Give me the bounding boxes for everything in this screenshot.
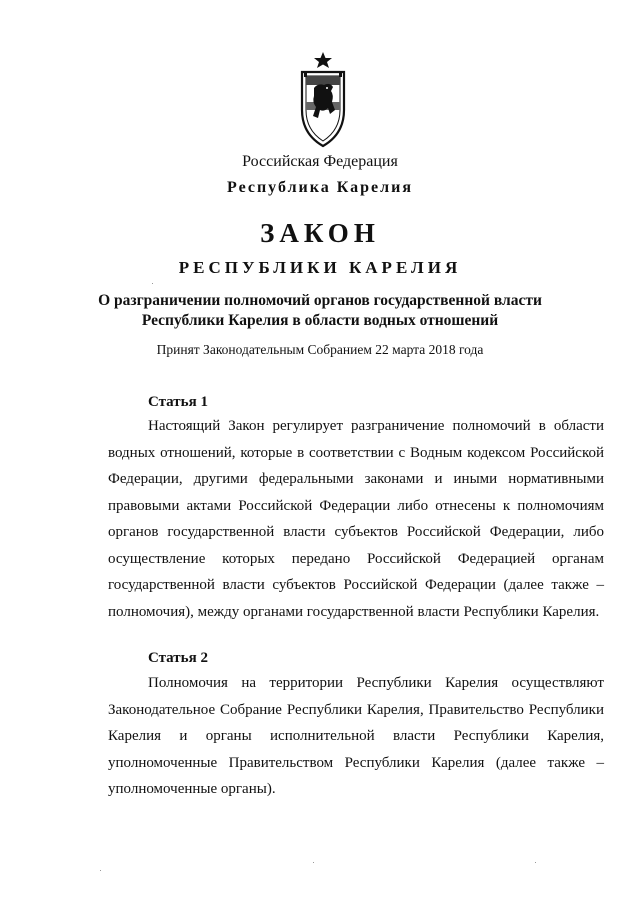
law-title [0,291,640,331]
law-title-line-2: Республики Карелия в области водных отношений [141,312,499,329]
scan-speck [535,862,536,863]
article-2-text: Полномочия на территории Республики Карелия осуществляют Законодательное Собрание Республики Карелия, Правительство Республики Карелия и органы исполнительной власти Республики Карелия, уполномоченные Правительством Республики Карелия (далее также – уполномоченные органы). [108,675,604,797]
article-2-heading: Статья 2 [148,650,208,666]
republic-name: Республика Карелия [227,179,413,196]
article-1-heading: Статья 1 [148,394,208,410]
article-1-text: Настоящий Закон регулирует разграничение полномочий в области водных отношений, которые в соответствии с Водным кодексом Российской Федерации, другими федеральными законами и иными нормативными правовыми актами Российской Федерации либо отнесены к полномочиям органов государственной власти субъектов Российской Федерации, либо осуществление которых передано Российской Федерацией органам государственной власти субъектов Российской Федерации (далее также – полномочия), между органами государственной власти Республики Карелия. [108,418,604,620]
document-type: ЗАКОН [260,218,380,248]
karelia-coat-of-arms-icon [296,50,350,148]
scan-speck [100,870,101,871]
scan-speck [152,283,153,284]
country-name: Российская Федерация [242,153,398,170]
document-issuer: РЕСПУБЛИКИ КАРЕЛИЯ [178,258,462,277]
scan-speck [313,862,314,863]
adoption-note: Принят Законодательным Собранием 22 марта 2018 года [156,342,484,357]
law-title-line-1: О разграничении полномочий органов государственной власти [98,292,542,309]
